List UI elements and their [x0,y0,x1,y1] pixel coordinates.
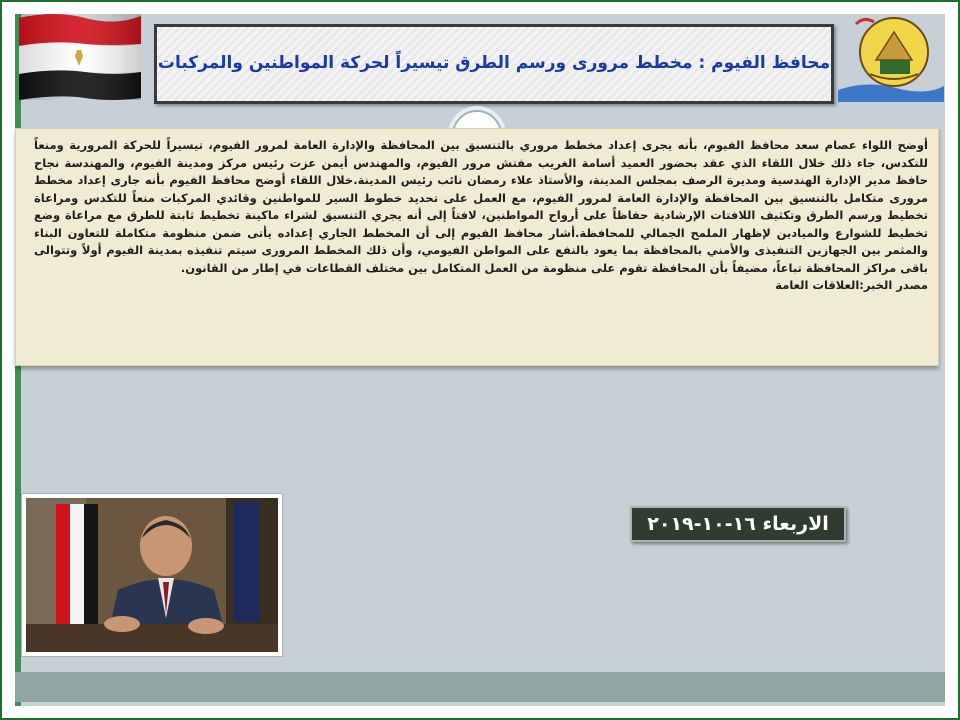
title-banner [154,24,834,104]
footer-bar [15,672,945,702]
governor-photo-image [26,498,278,652]
governorate-logo-icon [836,10,946,102]
page-title: محافظ الفيوم : مخطط مرورى ورسم الطرق تيسيراً لحركة المواطنين والمركبات [157,53,831,73]
egypt-flag-icon [15,10,143,102]
news-article [15,128,939,366]
governor-photo [22,494,282,656]
date-label: الاربعاء ١٦-١٠-٢٠١٩ [630,506,846,542]
news-source: مصدر الخبر:العلاقات العامة [775,278,928,292]
news-body: أوضح اللواء عصام سعد محافظ الفيوم، بأنه يجرى إعداد مخطط مروري بالتنسيق بين المحافظة والإدارة العامة لمرور الفيوم، تيسيراً للحركة المرورية ومنعاً للتكدس، جاء ذلك خلال اللقاء الذي عقد بحضور العميد أسامة الغريب مفتش مرور الفيوم، والمهندس أيمن عزت رئيس مركز ومدينة الفيوم، والمهندسة نجاح حافظ مدير الإدارة الهندسية ومديرة الرصف بمجلس المدينة، والأستاذ علاء رمضان نائب رئيس المدينة.خلال اللقاء أوضح محافظ الفيوم بأنه جارى إعداد مخطط مرورى متكامل بالتنسيق بين المحافظة والإدارة العامة لمرور الفيوم، مع العمل على تحديد خطوط السير للمواطنين وقائدي المركبات منعاً للتكدس ومراعاة تخطيط ورسم الطرق وتكثيف اللافتات الإرشادية حفاظاً على أرواح المواطنين، لافتاً إلى أنه يجري التنسيق لشراء ماكينة تخطيط ثابتة للطرق مع مراعاة وضع تخطيط للشوارع والميادين لإظهار الملمح الجمالي للمحافظة.أشار محافظ الفيوم إلى أن المخطط الجاري إعداده يأتى ضمن منظومة متكاملة للتعاون البناء والمثمر بين الجهازين التنفيذى والأمني بالمحافظة بما يعود بالنفع على المواطن الفيومي، وأن ذلك المخطط المرورى سيتم تنفيذه بمدينة الفيوم أولاً وتتوالى باقى مراكز المحافظة تباعاً، مضيفاً بأن المحافظة تقوم على منظومة من العمل المتكامل بين مختلف القطاعات في إطار من القانون. [34,138,928,275]
